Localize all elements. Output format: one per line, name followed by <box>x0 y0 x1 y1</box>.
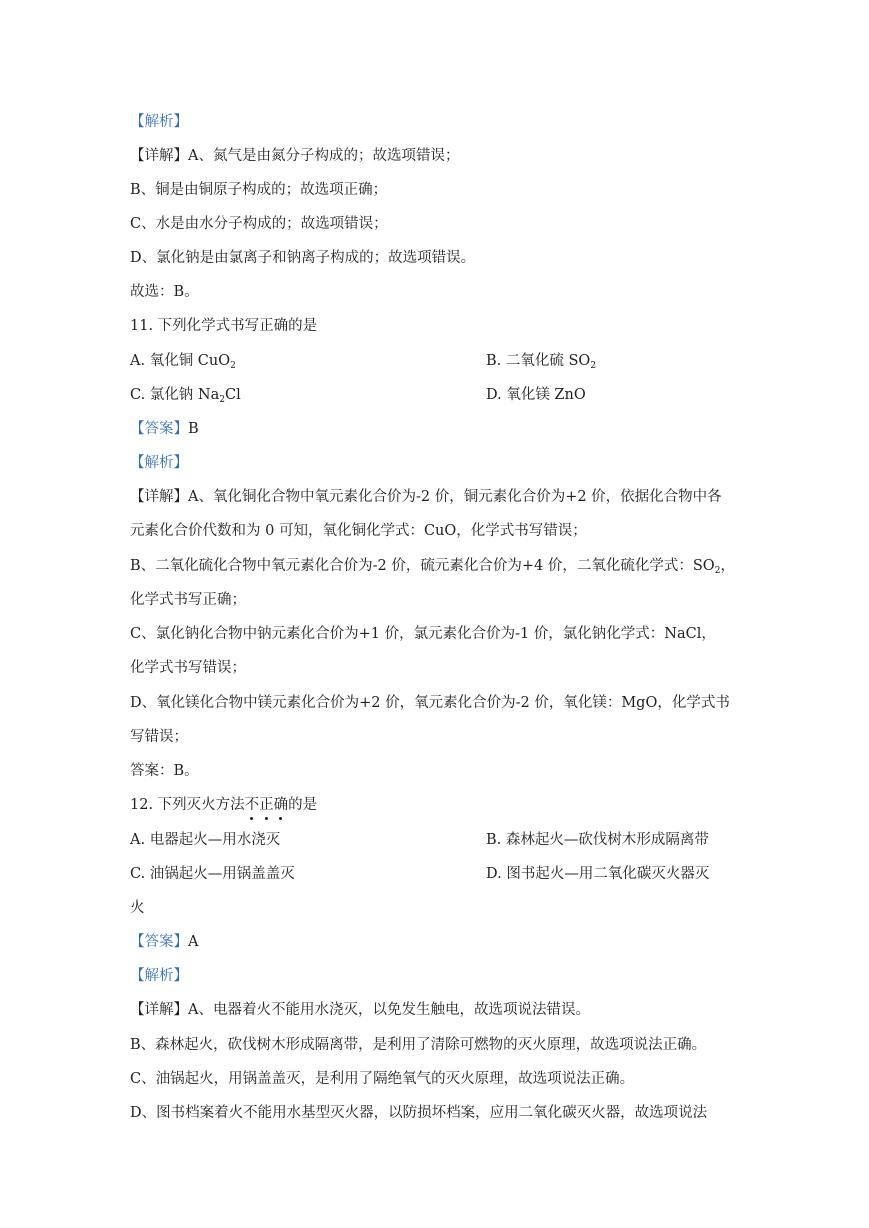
answer-tag: 【答案】 <box>130 421 188 437</box>
detail-line: B、森林起火，砍伐树木形成隔离带，是利用了清除可燃物的灭火原理，故选项说法正确。 <box>130 1037 707 1053</box>
q12-text-post: 的是 <box>288 797 318 813</box>
detail-text: B、二氧化硫化合物中氧元素化合价为-2 价，硫元素化合价为+4 价，二氧化硫化学式：SO <box>130 558 715 574</box>
emphasis-char: 正 <box>259 797 274 813</box>
q11-option-b <box>486 351 596 376</box>
q12-text-pre: 12. 下列灭火方法 <box>130 797 245 813</box>
answer-value: A <box>188 934 199 950</box>
analysis-heading: 【解析】 <box>130 455 188 471</box>
detail-line: 元素化合价代数和为 0 可知，氧化铜化学式：CuO，化学式书写错误； <box>130 523 587 539</box>
answer-value: B <box>188 421 199 437</box>
q11-answer <box>130 419 199 439</box>
subscript: 2 <box>590 361 597 371</box>
q11-option-a <box>130 351 236 376</box>
q12-answer <box>130 932 198 952</box>
analysis-heading: 【解析】 <box>130 968 188 984</box>
q12-option-d-wrap: 火 <box>130 900 145 916</box>
detail-line: 【详解】A、电器着火不能用水浇灭，以免发生触电，故选项说法错误。 <box>130 1002 590 1018</box>
detail-line: 化学式书写错误； <box>130 660 246 676</box>
detail-line: D、氯化钠是由氯离子和钠离子构成的；故选项错误。 <box>130 250 476 266</box>
subscript: 2 <box>219 395 225 405</box>
q11-option-c-text: C. 氯化钠 Na <box>130 387 220 403</box>
detail-line: C、氯化钠化合物中钠元素化合价为+1 价，氯元素化合价为-1 价，氯化钠化学式：NaCl， <box>130 626 716 642</box>
detail-line: 【详解】A、氮气是由氮分子构成的；故选项错误； <box>130 148 460 164</box>
detail-text-end: ， <box>720 558 735 574</box>
conclusion-line: 答案：B。 <box>130 763 199 779</box>
subscript: 2 <box>714 566 721 576</box>
detail-line <box>130 556 735 581</box>
q12-option-c: C. 油锅起火—用锅盖盖灭 <box>130 866 295 882</box>
q11-option-a-text: A. 氧化铜 CuO <box>130 353 231 369</box>
detail-line: D、图书档案着火不能用水基型灭火器，以防损坏档案，应用二氧化碳灭火器，故选项说法 <box>130 1105 708 1121</box>
q12-option-a: A. 电器起火—用水浇灭 <box>130 832 281 848</box>
subscript: 2 <box>230 361 236 371</box>
detail-line: B、铜是由铜原子构成的；故选项正确； <box>130 182 388 198</box>
emphasis-char: 不 <box>244 797 260 813</box>
conclusion-line: 故选：B。 <box>130 284 199 300</box>
q11-option-c <box>130 385 241 410</box>
answer-tag: 【答案】 <box>130 934 188 950</box>
detail-line: 化学式书写正确； <box>130 592 246 608</box>
detail-line: D、氧化镁化合物中镁元素化合价为+2 价，氧元素化合价为-2 价，氧化镁：MgO，化学式书 <box>130 695 730 711</box>
q11-option-d: D. 氧化镁 ZnO <box>486 387 586 403</box>
question-11: 11. 下列化学式书写正确的是 <box>130 318 318 334</box>
q12-option-d: D. 图书起火—用二氧化碳灭火器灭 <box>486 866 710 882</box>
q11-option-b-text: B. 二氧化硫 SO <box>486 353 591 369</box>
q11-option-c-text-end: Cl <box>224 387 241 403</box>
detail-line: C、水是由水分子构成的；故选项错误； <box>130 216 388 232</box>
analysis-heading: 【解析】 <box>130 114 188 130</box>
question-12 <box>130 795 317 815</box>
detail-line: 【详解】A、氧化铜化合物中氧元素化合价为-2 价，铜元素化合价为+2 价，依据化合物中各 <box>130 489 722 505</box>
q12-option-b: B. 森林起火—砍伐树木形成隔离带 <box>486 832 709 848</box>
emphasis-char: 确 <box>273 797 289 813</box>
detail-line: 写错误； <box>130 729 188 745</box>
detail-line: C、油锅起火，用锅盖盖灭，是利用了隔绝氧气的灭火原理，故选项说法正确。 <box>130 1071 635 1087</box>
